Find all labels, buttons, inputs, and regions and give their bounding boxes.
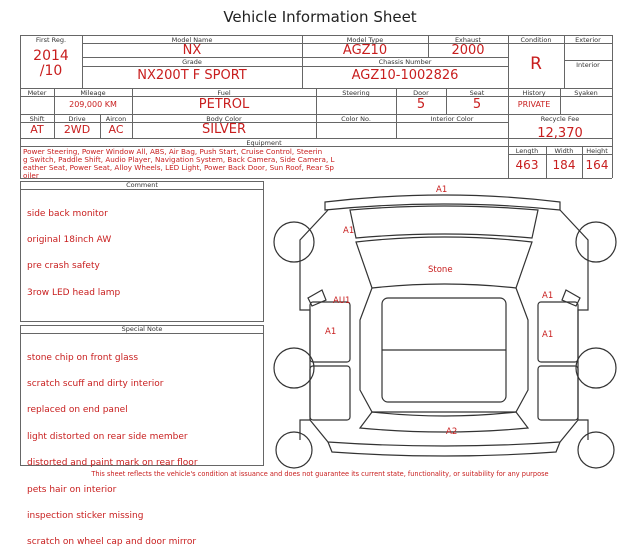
drive-label: Drive [68, 115, 86, 123]
damage-mark-left-rear-door: A1 [325, 327, 337, 337]
interior-color-label: Interior Color [430, 115, 474, 123]
aircon-value: AC [108, 123, 124, 136]
comment-line: pre crash safety [27, 261, 100, 272]
exhaust-label: Exhaust [454, 36, 482, 44]
special-note-line: distorted and paint mark on rear floor [27, 458, 198, 469]
syaken-label: Syaken [574, 89, 598, 97]
exterior-label: Exterior [575, 36, 601, 44]
damage-mark-windshield: Stone [428, 265, 453, 275]
fuel-label: Fuel [217, 89, 231, 97]
comment-label: Comment [126, 181, 158, 189]
door-value: 5 [416, 97, 426, 112]
equipment-line: Power Steering, Power Window All, ABS, Air Bag, Push Start, Cruise Control, Steerin [23, 147, 323, 156]
height-value: 164 [585, 158, 609, 172]
damage-mark-front: A1 [436, 185, 448, 195]
damage-mark-right-front-door: A1 [542, 291, 554, 301]
special-note-line: scratch on wheel cap and door mirror [27, 537, 197, 548]
special-note-line: inspection sticker missing [27, 510, 144, 521]
chassis-value: AGZ10-1002826 [351, 68, 459, 83]
interior-label: Interior [576, 61, 600, 69]
grade-value: NX200T F SPORT [137, 68, 247, 83]
history-label: History [522, 89, 546, 97]
width-value: 184 [552, 158, 576, 172]
condition-grade: R [530, 54, 542, 74]
body-color-label: Body Color [206, 115, 242, 123]
first-reg-year: 2014 [33, 48, 69, 64]
special-note-line: replaced on end panel [27, 405, 128, 416]
door-label: Door [413, 89, 429, 97]
comment-line: side back monitor [27, 208, 108, 219]
equipment-line: eather Seat, Power Seat, Alloy Wheels, LED Light, Power Back Door, Sun Roof, Rear Sp [23, 163, 334, 172]
special-note-line: stone chip on front glass [27, 352, 139, 363]
condition-label: Condition [520, 36, 552, 44]
length-value: 463 [515, 158, 539, 172]
damage-mark-left-front-door: AU1 [333, 296, 351, 306]
fuel-value: PETROL [198, 97, 250, 112]
aircon-label: Aircon [105, 115, 127, 123]
equipment-line: g Switch, Paddle Shift, Audio Player, Navigation System, Back Camera, Side Camera, L [23, 155, 335, 164]
damage-mark-front-left: A1 [343, 226, 355, 236]
damage-mark-right-rear-door: A1 [542, 330, 554, 340]
special-note-list [27, 336, 198, 556]
damage-mark-rear: A2 [446, 427, 458, 437]
mileage-value: 209,000 KM [69, 100, 117, 109]
equipment-line: oiler [23, 171, 39, 180]
model-type-label: Model Type [346, 36, 384, 44]
sheet-title: Vehicle Information Sheet [223, 8, 417, 26]
comment-line: 3row LED head lamp [27, 287, 121, 298]
grade-label: Grade [182, 58, 202, 66]
equipment-text [23, 148, 507, 180]
model-name-value: NX [182, 43, 202, 58]
shift-value: AT [30, 123, 44, 136]
first-reg-month: /10 [39, 63, 63, 79]
comment-line: original 18inch AW [27, 234, 112, 245]
special-note-line: scratch scuff and dirty interior [27, 378, 164, 389]
special-note-label: Special Note [121, 325, 163, 333]
width-label: Width [554, 147, 574, 155]
height-label: Height [586, 147, 608, 155]
footer-disclaimer: This sheet reflects the vehicle's condition at issuance and does not guarantee its current state, functionality, or suitability for any purpose [91, 470, 549, 478]
special-note-line: pets hair on interior [27, 484, 117, 495]
steering-label: Steering [342, 89, 370, 97]
model-type-value: AGZ10 [342, 43, 388, 58]
chassis-label: Chassis Number [378, 58, 432, 66]
seat-label: Seat [469, 89, 485, 97]
seat-value: 5 [472, 97, 482, 112]
exhaust-value: 2000 [451, 43, 485, 58]
mileage-label: Mileage [80, 89, 106, 97]
special-note-line: light distorted on rear side member [27, 431, 188, 442]
recycle-fee-value: 12,370 [537, 126, 583, 141]
history-value: PRIVATE [517, 100, 551, 109]
drive-value: 2WD [63, 123, 91, 136]
body-color-value: SILVER [201, 122, 247, 137]
recycle-fee-label: Recycle Fee [540, 115, 580, 123]
meter-label: Meter [27, 89, 47, 97]
first-reg-label: First Reg. [35, 36, 67, 44]
length-label: Length [515, 147, 539, 155]
car-body-diagram [270, 180, 620, 470]
equipment-label: Equipment [246, 139, 282, 147]
shift-label: Shift [29, 115, 45, 123]
comment-list [27, 192, 120, 306]
color-no-label: Color No. [341, 115, 371, 123]
model-name-label: Model Name [171, 36, 213, 44]
